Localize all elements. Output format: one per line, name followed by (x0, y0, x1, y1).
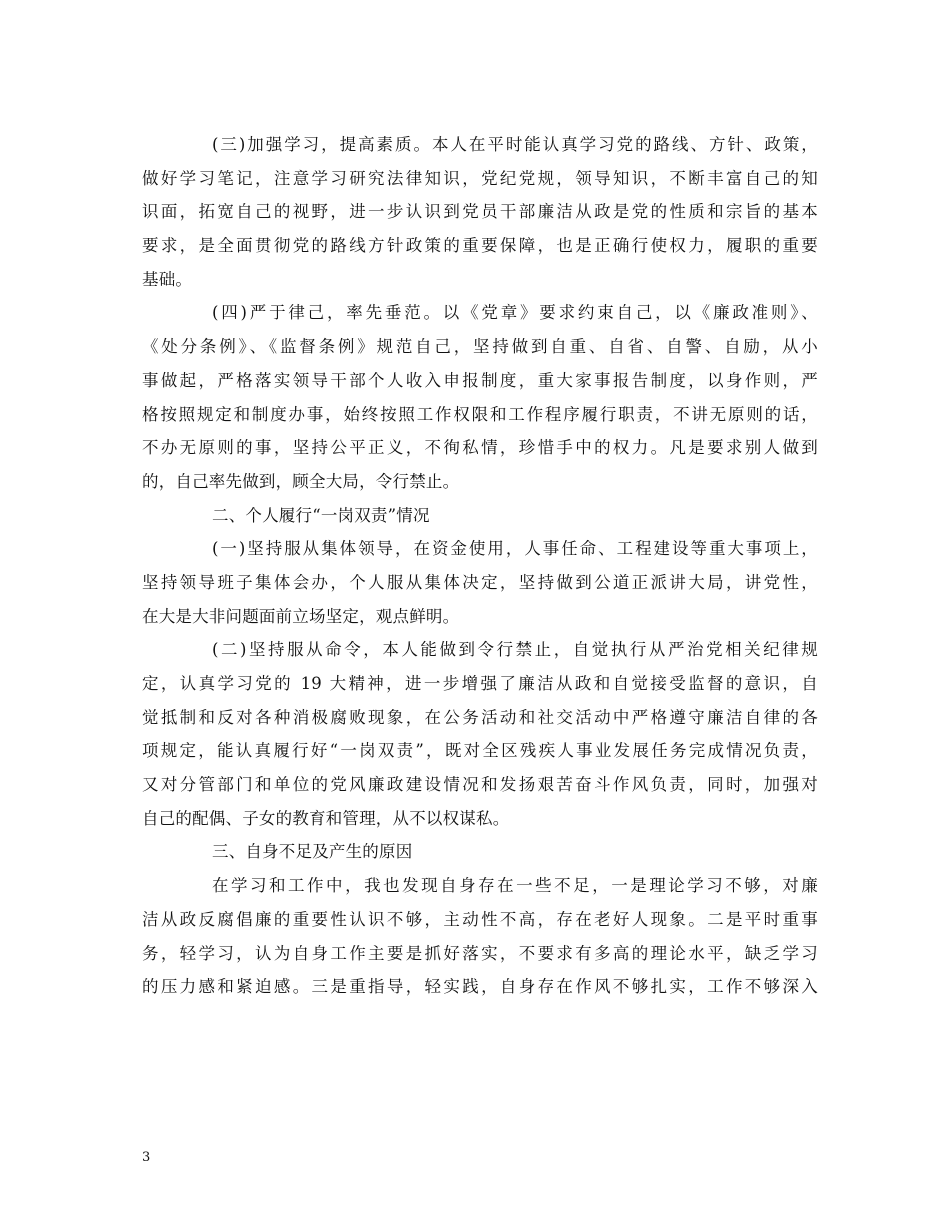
paragraph-study (142, 128, 818, 296)
text-line: 《处分条例》、《监督条例》规范自己，坚持做到自重、自省、自警、自励，从小 (142, 337, 818, 357)
text-line: 在学习和工作中，我也发现自身存在一些不足，一是理论学习不够，对廉 (212, 876, 818, 896)
text-line: 在大是大非问题面前立场坚定，观点鲜明。 (142, 606, 460, 626)
text-line: 觉抵制和反对各种消极腐败现象，在公务活动和社交活动中严格遵守廉洁自律的各 (142, 707, 818, 727)
text-line: 洁从政反腐倡廉的重要性认识不够，主动性不高，存在老好人现象。二是平时重事 (142, 909, 818, 929)
text-line: 事做起，严格落实领导干部个人收入申报制度，重大家事报告制度，以身作则，严 (142, 370, 818, 390)
text-line: 项规定，能认真履行好“一岗双责”，既对全区残疾人事业发展任务完成情况负责， (142, 741, 818, 761)
text-line: 做好学习笔记，注意学习研究法律知识，党纪党规，领导知识，不断丰富自己的知 (142, 168, 818, 188)
text-line: 识面，拓宽自己的视野，进一步认识到党员干部廉洁从政是党的性质和宗旨的基本 (142, 202, 818, 222)
paragraph-leadership (142, 532, 818, 633)
section-heading-three (142, 835, 818, 869)
section-heading-two (142, 499, 818, 533)
paragraph-shortcomings (142, 869, 818, 1004)
text-line: 基础。 (142, 269, 193, 289)
text-line: (三)加强学习，提高素质。本人在平时能认真学习党的路线、方针、政策， (212, 135, 818, 154)
text-line: 务，轻学习，认为自身工作主要是抓好落实，不要求有多高的理论水平，缺乏学习 (142, 943, 818, 963)
heading-line: 二、个人履行“一岗双责”情况 (212, 505, 430, 525)
text-line: (四)严于律己，率先垂范。以《党章》要求约束自己，以《廉政准则》、 (212, 303, 818, 323)
text-line: (二)坚持服从命令，本人能做到令行禁止，自觉执行从严治党相关纪律规 (212, 640, 818, 660)
text-line: 的压力感和紧迫感。三是重指导，轻实践，自身存在作风不够扎实，工作不够深入 (142, 977, 818, 997)
paragraph-discipline (142, 296, 818, 498)
text-line: 的，自己率先做到，顾全大局，令行禁止。 (142, 471, 460, 491)
text-line: (一)坚持服从集体领导，在资金使用，人事任命、工程建设等重大事项上， (212, 539, 818, 559)
text-line: 不办无原则的事，坚持公平正义，不徇私情，珍惜手中的权力。凡是要求别人做到 (142, 438, 818, 458)
page-number: 3 (142, 1150, 151, 1165)
heading-line: 三、自身不足及产生的原因 (212, 842, 413, 862)
text-line: 又对分管部门和单位的党风廉政建设情况和发扬艰苦奋斗作风负责，同时，加强对 (142, 775, 818, 795)
text-line: 坚持领导班子集体会办，个人服从集体决定，坚持做到公道正派讲大局，讲党性， (142, 572, 818, 592)
text-line: 格按照规定和制度办事，始终按照工作权限和工作程序履行职责，不讲无原则的话， (142, 404, 818, 424)
text-line: 要求，是全面贯彻党的路线方针政策的重要保障，也是正确行使权力，履职的重要 (142, 236, 818, 256)
text-line: 自己的配偶、子女的教育和管理，从不以权谋私。 (142, 808, 510, 828)
paragraph-orders (142, 633, 818, 835)
document-body (142, 128, 818, 1004)
text-line: 定，认真学习党的 19 大精神，进一步增强了廉洁从政和自觉接受监督的意识，自 (142, 674, 818, 693)
